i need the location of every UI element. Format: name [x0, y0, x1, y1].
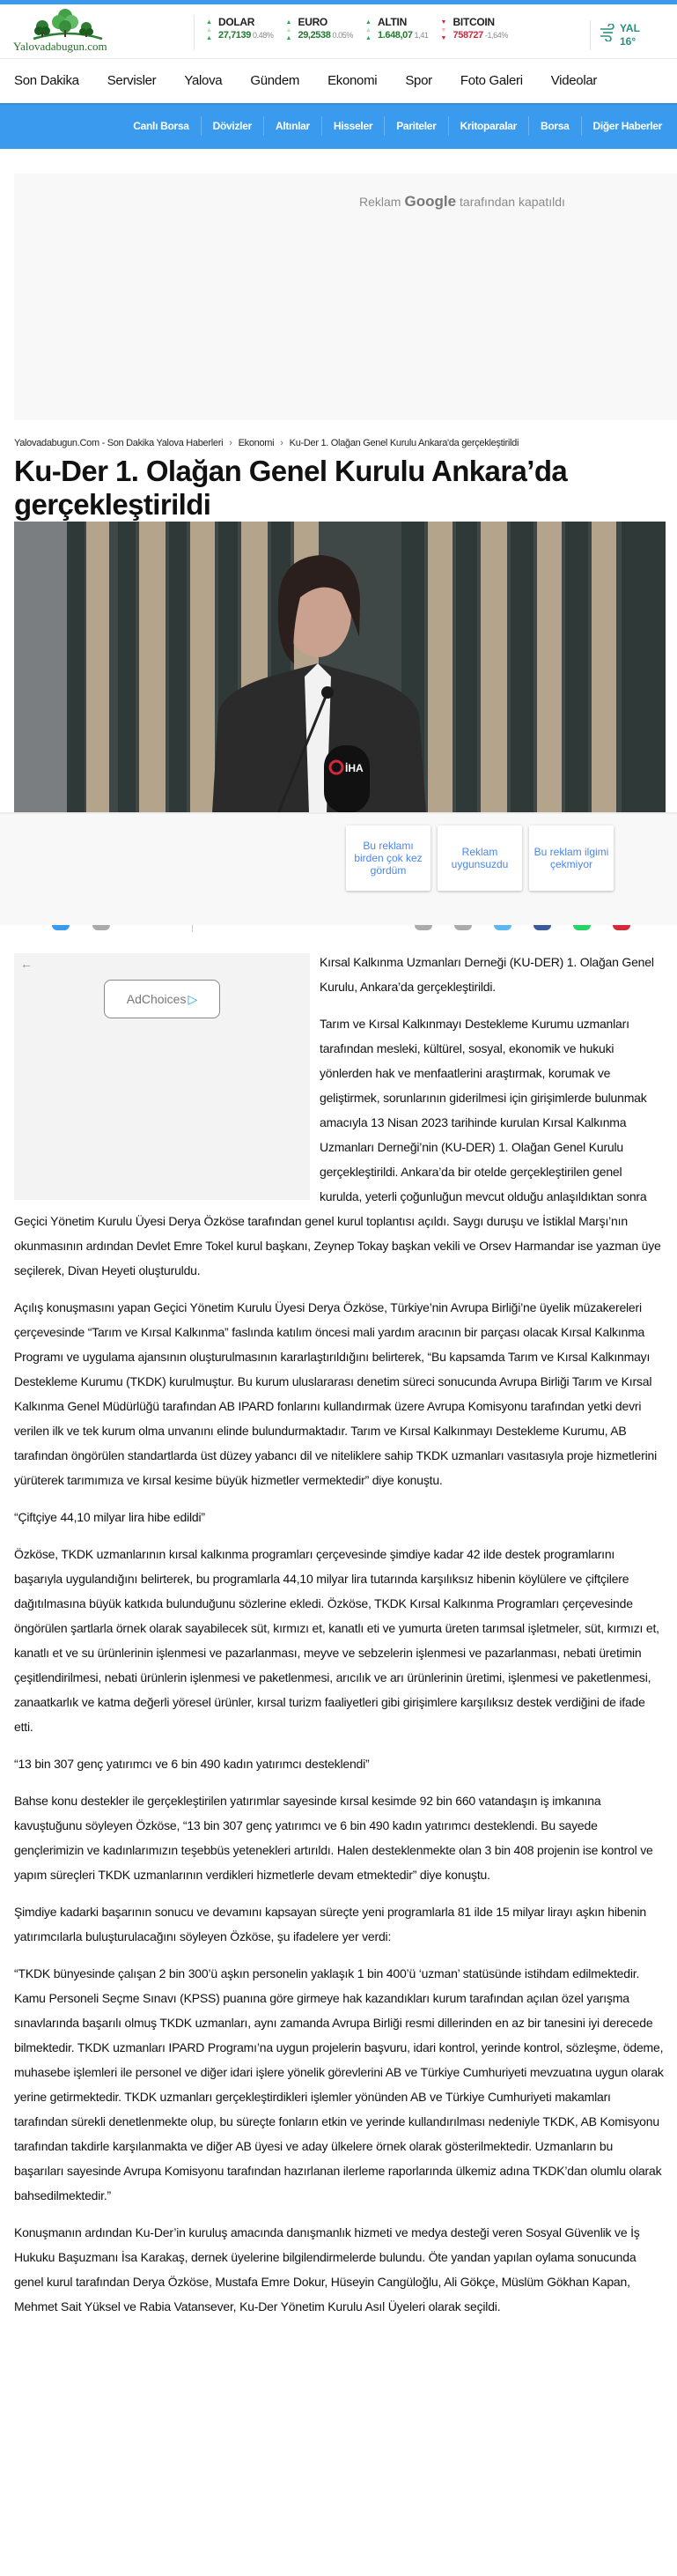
- back-arrow-icon[interactable]: ←: [20, 957, 33, 971]
- article-paragraph: “TKDK bünyesinde çalışan 2 bin 300’ü aşkın personelin yaklaşık 1 bin 400’ü ‘uzman’ statüsünde istihdam edilmektedir. Kamu Personeli Seçme Sınavı (KPSS) puanına göre girmeye hak kazandıkları kurum tarafından açılan özel yarışma sınavlarında başarılı olmuş TKDK uzmanları, aynı zamanda Avrupa Birliği resmi dillerinden en az bir tanesini iyi derecede bilmektedir. TKDK uzmanları IPARD Programı’na uygun projelerin başvuru, idari kontrol, yerinde kontrol, sözleşme, ödeme, muhasebe işlemleri ile personel ve diğer idari işlere yönelik görevlerini AB ve Türkiye Cumhuriyeti mevzuatına uygun olarak yerine getirmektedir. TKDK uzmanları gerçekleştirdikleri işlemler yönünden AB ve Türkiye Cumhuriyeti makamları tarafından sürekli denetlenmekte olup, bu süreçte fonların etkin ve yerinde kullandırılması nedeniyle TKDK, AB Komisyonu tarafından takdirle karşılanmakta ve diğer AB üyesi ve aday ülkelere örnek olarak gösterilmektedir. Uzmanların bu başarıları sayesinde Avrupa Komisyonu tarafından hazırlanan ilerleme raporlarında ülkemiz adına TKDK’dan olumlu olarak bahsedilmektedir.”: [14, 1966, 664, 2202]
- subnav-dovizler[interactable]: Dövizler: [201, 116, 263, 136]
- article-paragraph: Bahse konu destekler ile gerçekleştirilen yatırımlar sayesinde kırsal kesimde 92 bin 660 vatandaşın iş imkanına kavuştuğunu söyleyen Özköse, “13 bin 307 genç yatırımcı ve 6 bin 490 kadın yatırımcı desteklendi. Bu sayede gençlerimizin ve kadınlarımızın teşebbüs yetenekleri artırıldı. Halen desteklenmekte olan 3 bin 408 projenin ise kontrol ve yapım süreçleri TKDK uzmanlarının verdikleri hizmetlerle devam etmektedir” diye konuştu.: [14, 1794, 653, 1882]
- article-hero-image: [14, 509, 666, 813]
- chevron-right-icon: ›: [229, 438, 232, 448]
- trend-down-icon: ▼ ▼ ▼: [440, 19, 447, 41]
- ticker-name: ALTIN: [378, 16, 407, 28]
- weather-city: YAL: [620, 22, 640, 34]
- font-size-increase-icon[interactable]: [454, 925, 472, 930]
- ad-closed-notice: [359, 193, 659, 211]
- ad-feedback-inappropriate[interactable]: Reklam uygunsuzdu: [438, 825, 522, 891]
- subnav-canli-borsa[interactable]: Canlı Borsa: [133, 120, 189, 132]
- adchoices-icon: ▷: [188, 991, 198, 1006]
- article-subheading: “13 bin 307 genç yatırımcı ve 6 bin 490 kadın yatırımcı desteklendi”: [14, 1757, 370, 1771]
- article-paragraph: Kırsal Kalkınma Uzmanları Derneği (KU-DER) 1. Olağan Genel Kurulu, Ankara’da gerçekleştirildi.: [320, 955, 654, 994]
- header-divider: [590, 20, 591, 50]
- ad-feedback-not-interested[interactable]: Bu reklam ilgimi çekmiyor: [529, 825, 614, 891]
- ad-closed-suffix: tarafından kapatıldı: [460, 195, 565, 209]
- article-paragraph: Açılış konuşmasını yapan Geçici Yönetim Kurulu Üyesi Derya Özköse, Türkiye’nin Avrupa Birliği’ne üyelik müzakereleri çerçevesinde “Tarım ve Kırsal Kalkınma” faslında katılım öncesi mali yardım aracının bir parçası olacak Kırsal Kalkınma Programı ve uygulama ajansının oluşturulmasının kararlaştırıldığını belirterek, “Bu kapsamda Tarım ve Kırsal Kalkınmayı Destekleme Kurumu (TKDK) kurulmuştur. Bu kurum uluslararası denetim süreci sonucunda Avrupa Birliği Tarım ve Kırsal Kalkınma Genel Müdürlüğü tarafından AB IPARD fonlarını kullandırmak üzere Avrupa Komisyonu tarafından yetki devri verilen ilk ve tek kurum olma unvanını elinde bulundurmaktadır. Tarım ve Kırsal Kalkınmayı Destekleme Kurumu, AB tarafından öngörülen standartlarda üst düzey yabancı dil ve niteliklere sahip TKDK uzmanları vasıtasıyla proje hizmetlerini yürüterek tarımımıza ve kırsal kesime büyük hizmetler vermektedir” diye konuştu.: [14, 1300, 657, 1487]
- chevron-right-icon: ›: [280, 438, 283, 448]
- ticker-name: DOLAR: [218, 16, 255, 28]
- speaker-photo: [14, 509, 666, 813]
- twitter-icon[interactable]: [494, 925, 511, 930]
- subnav-altinlar[interactable]: Altınlar: [263, 116, 321, 136]
- subnav-diger-haberler[interactable]: Diğer Haberler: [581, 116, 674, 136]
- site-header: [0, 4, 677, 59]
- nav-yalova[interactable]: Yalova: [184, 73, 223, 88]
- sub-nav: [0, 103, 677, 149]
- ticker-name: EURO: [298, 16, 327, 28]
- ticker-euro[interactable]: [286, 16, 354, 42]
- facebook-icon[interactable]: [534, 925, 551, 930]
- logo-text: Yalovadabugun.com: [13, 40, 107, 53]
- ticker-change: 0.05%: [332, 31, 353, 40]
- weather-widget[interactable]: [599, 24, 674, 48]
- breadcrumb-current: Ku-Der 1. Olağan Genel Kurulu Ankara'da gerçekleştirildi: [289, 438, 519, 448]
- article-subheading: “Çiftçiye 44,10 milyar lira hibe edildi”: [14, 1510, 205, 1524]
- weather-temp: 16°: [620, 35, 637, 48]
- subnav-pariteler[interactable]: Pariteler: [384, 116, 447, 136]
- subnav-borsa[interactable]: Borsa: [528, 116, 581, 136]
- ad-feedback-panel: [0, 812, 677, 925]
- wind-icon: [599, 24, 620, 48]
- nav-foto-galeri[interactable]: Foto Galeri: [460, 73, 523, 88]
- main-nav: [0, 59, 677, 103]
- pinterest-icon[interactable]: [613, 925, 630, 930]
- ad-slot-top: [14, 174, 677, 420]
- ticker-value: 29,2538: [298, 30, 331, 41]
- nav-son-dakika[interactable]: Son Dakika: [14, 73, 79, 88]
- nav-spor[interactable]: Spor: [405, 73, 432, 88]
- ad-float-spacer: [14, 950, 320, 1205]
- ticker-dolar[interactable]: [206, 16, 274, 42]
- trend-up-icon: ▲ ▲ ▲: [206, 19, 212, 41]
- trend-up-icon: ▲ ▲ ▲: [365, 19, 372, 41]
- ticker-bitcoin[interactable]: [441, 16, 508, 42]
- google-wordmark: Google: [404, 193, 457, 210]
- article-paragraph: Şimdiye kadarki başarının sonucu ve devamını kapsayan süreçte yeni programlarla 81 ilde 15 milyar lirayı aşkın hibenin yatırımcılarla buluşturulacağını söyleyen Özköse, şu ifadelere yer verdi:: [14, 1905, 646, 1943]
- article-paragraph: Konuşmanın ardından Ku-Der’in kuruluş amacında danışmanlık hizmeti ve medya desteği veren Sosyal Güvenlik ve İş Hukuku Başuzmanı İsa Karakaş, dernek üyelerine bilgilendirmelerde bulundu. Öte yandan yapılan oylama sonucunda genel kurul tarafından Derya Özköse, Mustafa Emre Dokur, Hüseyin Cangüloğlu, Ali Gökçe, Müslüm Gökhan Kapan, Mehmet Sait Yüksel ve Rabia Vatansever, Ku-Der Yönetim Kurulu Asıl Üyeleri olarak seçildi.: [14, 2225, 640, 2313]
- nav-servisler[interactable]: Servisler: [107, 73, 157, 88]
- adchoices-label: AdChoices: [126, 992, 187, 1006]
- comment-icon[interactable]: [52, 925, 70, 930]
- site-logo[interactable]: [11, 4, 125, 57]
- breadcrumb: [14, 438, 666, 448]
- ticker-value: 758727: [453, 30, 483, 41]
- subnav-kritoparalar[interactable]: Kritoparalar: [448, 116, 528, 136]
- ticker-value: 1.648,07: [378, 30, 413, 41]
- ticker-change: 0.48%: [252, 31, 274, 40]
- article-title: Ku-Der 1. Olağan Genel Kurulu Ankara’da gerçekleştirildi: [14, 455, 666, 522]
- breadcrumb-category[interactable]: Ekonomi: [238, 438, 275, 448]
- ticker-altin[interactable]: [365, 16, 429, 42]
- breadcrumb-home[interactable]: Yalovadabugun.Com - Son Dakika Yalova Haberleri: [14, 438, 224, 448]
- ticker-value: 27,7139: [218, 30, 251, 41]
- ad-feedback-seen-too-often[interactable]: Bu reklamı birden çok kez gördüm: [346, 825, 430, 891]
- ticker-change: -1,64%: [484, 31, 508, 40]
- header-divider: [194, 15, 195, 50]
- whatsapp-icon[interactable]: [573, 925, 591, 930]
- article-paragraph: Tarım ve Kırsal Kalkınmayı Destekleme Kurumu uzmanları tarafından mesleki, kültürel, sosyal, ekonomik ve hukuki yönlerden hak ve menfaatlerini araştırmak, korumak ve geliştirmek, sorunlarının giderilmesi için girişimlerde bulunmak amacıyla 13 Nisan 2023 tarihinde kurulan Kırsal Kalkınma Uzmanları Derneği’nin (KU-DER) 1. Olağan Genel Kurulu gerçekleştirildi. Ankara’da bir otelde gerçekleştirilen genel kurulda, yeterli çoğunluğun mevcut olduğu anlaşıldıktan sonra Geçici Yönetim Kurulu Üyesi Derya Özköse tarafından genel kurul toplantısı açıldı. Saygı duruşu ve İstiklal Marşı’nın okunmasının ardından Devlet Emre Tokel kurul başkanı, Zeynep Tokay başkan vekili ve Orsev Harmandar ise yazman üye seçilerek, Divan Heyeti oluşturuldu.: [14, 1017, 661, 1277]
- nav-videolar[interactable]: Videolar: [550, 73, 598, 88]
- mic-label: İHA: [345, 762, 364, 774]
- market-tickers: [206, 16, 576, 42]
- ticker-change: 1,41: [414, 31, 429, 40]
- article-paragraph: Özköse, TKDK uzmanlarının kırsal kalkınma programları çerçevesinde şimdiye kadar 42 ilde destek programlarını başarıyla uygulandığını belirterek, bu programlarla 44,10 milyar lira tutarında karşılıksız hibenin köylülere ve çiftçilere dağıtılmasına büyük katkıda bulunduğunu sözlerine ekledi. Özköse, TKDK Kırsal Kalkınma Programları çerçevesinde öngörülen şartlarla örnek olarak sayabilecek süt, kırmızı et, kanatlı eti ve yumurta üreten tarımsal işletmeler, süt, kırmızı et, kanatlı et ve su ürünlerinin işlenmesi ve pazarlanması, meyve ve sebzelerin işlenmesi ve pazarlanması, nebati üretimin çeşitlendirilmesi, nebati ürünlerin işlenmesi ve paketlenmesi, arıcılık ve arı ürünlerinin üretimi, işlenmesi ve paketlenmesi, zanaatkarlık ve katma değerli yöresel ürünler, kırsal turizm faaliyetleri gibi girişimlere karşılıksız destek verdiğini de ifade etti.: [14, 1547, 659, 1734]
- trees-logo-icon: [30, 7, 106, 42]
- share-divider: [192, 925, 193, 932]
- nav-gundem[interactable]: Gündem: [250, 73, 300, 88]
- font-size-decrease-icon[interactable]: [415, 925, 432, 930]
- nav-ekonomi[interactable]: Ekonomi: [327, 73, 378, 88]
- trend-up-icon: ▲ ▲ ▲: [285, 19, 292, 41]
- share-bar: [0, 925, 677, 932]
- subnav-hisseler[interactable]: Hisseler: [321, 116, 384, 136]
- bookmark-icon[interactable]: [92, 925, 110, 930]
- article-body: [14, 950, 666, 2331]
- ad-closed-prefix: Reklam: [359, 195, 401, 209]
- ticker-name: BITCOIN: [453, 16, 495, 28]
